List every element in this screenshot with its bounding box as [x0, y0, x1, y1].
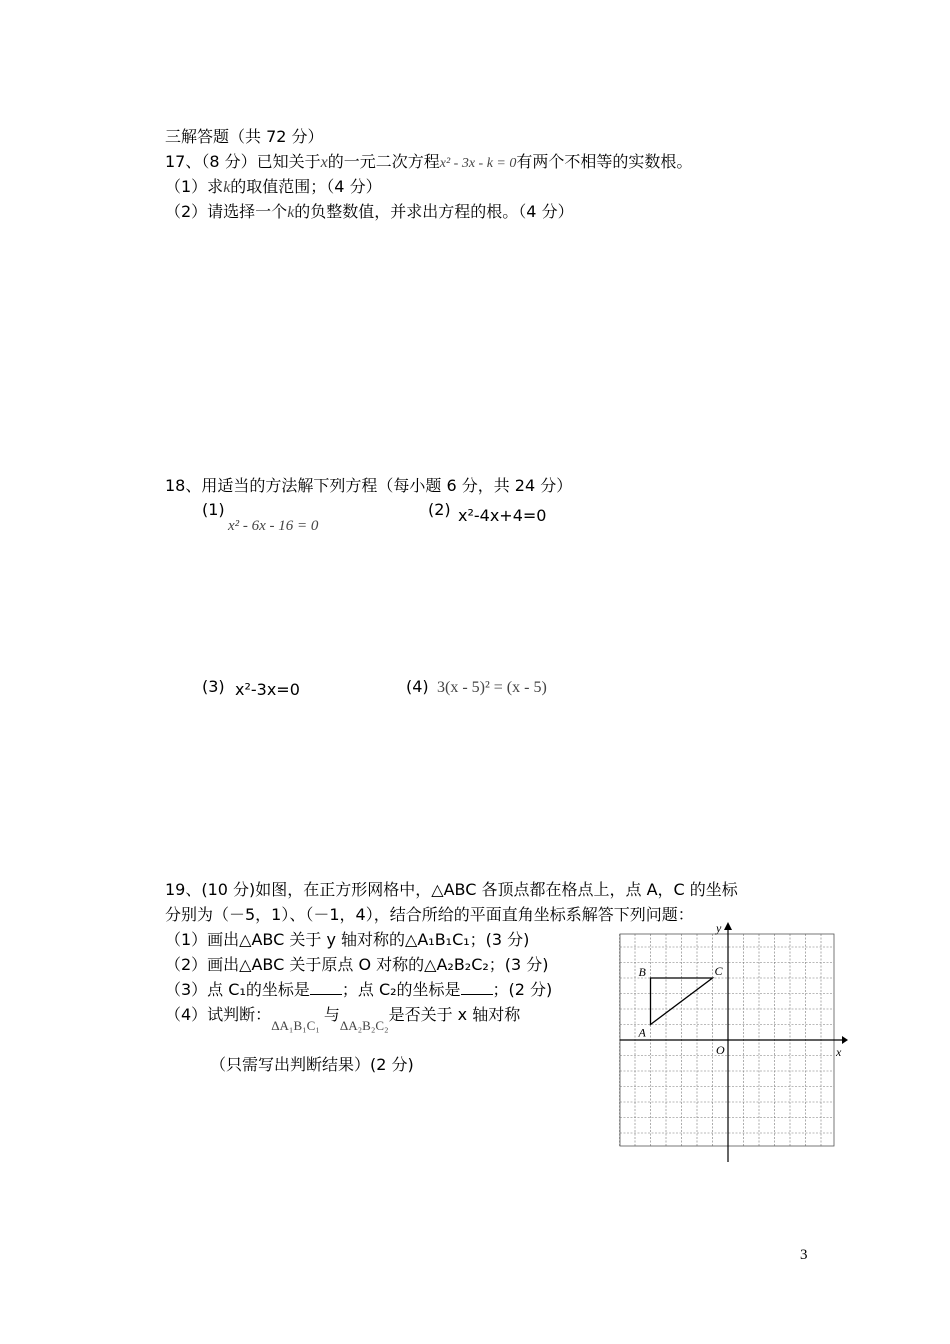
q19-tri2: ΔA₂B₂C₂	[339, 1018, 389, 1033]
c1-answer-blank	[310, 980, 342, 995]
q17-stem	[165, 152, 692, 174]
q19-tri1: ΔA₁B₁C₁	[271, 1018, 320, 1033]
q17-var-k: k	[223, 179, 231, 196]
q17-p1-b: 的取值范围；（4 分）	[230, 177, 382, 196]
x-axis-arrow-icon	[842, 1036, 848, 1044]
y-axis-arrow-icon	[724, 922, 732, 930]
q18-item4-label: (4)	[406, 677, 429, 696]
q17-var-k-2: k	[287, 204, 295, 221]
q19-part3	[165, 980, 552, 1000]
origin-label: O	[716, 1043, 725, 1057]
coordinate-grid-figure	[610, 918, 850, 1168]
q18-title: 18、用适当的方法解下列方程（每小题 6 分，共 24 分）	[165, 476, 573, 495]
q17-p2-b: 的负整数值，并求出方程的根。（4 分）	[294, 202, 574, 221]
q17-stem-c: 有两个不相等的实数根。	[516, 152, 693, 171]
point-c-label: C	[714, 964, 723, 978]
point-b-label: B	[638, 965, 646, 979]
q19-part4-note: （只需写出判断结果）(2 分)	[210, 1055, 414, 1074]
point-a-label: A	[638, 1025, 646, 1040]
q19-part4	[165, 1005, 521, 1033]
q19-p4-c: 是否关于 x 轴对称	[388, 1005, 521, 1024]
q19-part1: （1）画出△ABC 关于 y 轴对称的△A₁B₁C₁；(3 分)	[165, 930, 530, 949]
q17-p1-a: （1）求	[165, 177, 224, 196]
q17-stem-b: 的一元二次方程	[327, 152, 440, 171]
q17-part2	[165, 202, 574, 223]
q18-item1-label: (1)	[202, 500, 225, 519]
q19-p3-c: ；(2 分)	[492, 980, 553, 999]
y-axis-label: y	[716, 921, 722, 935]
q18-item2-label: (2)	[428, 500, 451, 519]
q19-line2: 分别为（－5，1）、（－1，4），结合所给的平面直角坐标系解答下列问题：	[165, 905, 694, 924]
q19-p3-a: （3）点 C₁的坐标是	[165, 980, 310, 999]
q17-stem-a: 17、（8 分）已知关于	[165, 152, 321, 171]
q18-item4-equation: 3(x - 5)² = (x - 5)	[437, 679, 547, 696]
q19-p4-b: 与	[323, 1005, 340, 1024]
q17-part1	[165, 177, 382, 198]
q17-p2-a: （2）请选择一个	[165, 202, 288, 221]
page-number: 3	[800, 1247, 808, 1263]
q17-equation: x² - 3x - k = 0	[439, 156, 517, 171]
q18-item2-equation: x²-4x+4=0	[458, 506, 547, 525]
q19-part2: （2）画出△ABC 关于原点 O 对称的△A₂B₂C₂；(3 分)	[165, 955, 549, 974]
q19-p3-b: ；点 C₂的坐标是	[341, 980, 461, 999]
q17-var-x: x	[320, 154, 328, 171]
q18-item1-equation: x² - 6x - 16 = 0	[228, 518, 319, 534]
section-title: 三解答题（共 72 分）	[165, 127, 324, 146]
q18-item3-equation: x²-3x=0	[235, 680, 300, 699]
c2-answer-blank	[461, 980, 493, 995]
q19-p4-a: （4）试判断：	[165, 1005, 272, 1024]
x-axis-label: x	[836, 1045, 842, 1059]
q19-line1: 19、(10 分)如图，在正方形网格中，△ABC 各顶点都在格点上，点 A，C 的坐标	[165, 880, 738, 899]
q18-item3-label: (3)	[202, 677, 225, 696]
